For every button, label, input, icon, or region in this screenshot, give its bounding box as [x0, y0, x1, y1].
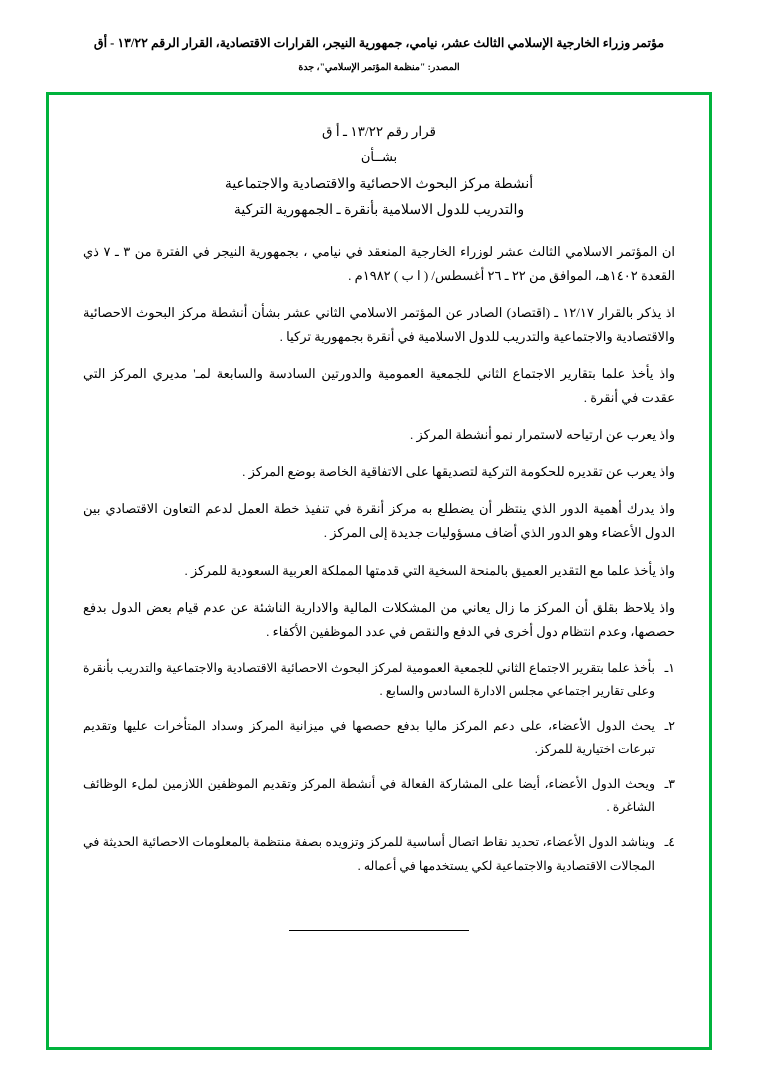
numbered-item	[83, 831, 675, 877]
numbered-item-text: يحث الدول الأعضاء، على دعم المركز ماليا بدفع حصصها في ميزانية المركز وسداد المتأخرات عليها وتقديم تبرعات اختيارية للمركز.	[83, 718, 655, 757]
numbered-item-text: ويحث الدول الأعضاء، أيضا على المشاركة الفعالة في أنشطة المركز وتقديم الموظفين اللازمين لملء الوظائف الشاغرة .	[83, 777, 655, 815]
paragraph: واذ يعرب عن ارتياحه لاستمرار نمو أنشطة المركز .	[409, 427, 675, 443]
numbered-item-marker: ٢ـ	[664, 718, 675, 733]
document-body	[49, 95, 709, 956]
footer-rule-container	[83, 918, 675, 936]
numbered-item-marker: ٤ـ	[664, 835, 675, 850]
header-title: مؤتمر وزراء الخارجية الإسلامي الثالث عشر، نيامي، جمهورية النيجر، القرارات الاقتصادية، القرار الرقم ١٣/٢٢ - أق	[93, 36, 665, 50]
resolution-subject	[83, 173, 675, 223]
paragraph: واذ يأخذ علما مع التقدير العميق بالمنحة السخية التي قدمتها المملكة العربية السعودية للمركز .	[184, 562, 675, 578]
numbered-item-text: بأخذ علما بتقرير الاجتماع الثاني للجمعية العمومية لمركز البحوث الاحصائية الاقتصادية والاجتماعية والتدريب بأنقرة وعلى تقارير اجتماعي مجلس الادارة السادس والسابع .	[83, 660, 655, 698]
header-source: المصدر: "منظمة المؤتمر الإسلامي"، جدة	[298, 62, 460, 73]
green-border-frame	[46, 92, 712, 1050]
page-header	[0, 0, 758, 73]
horizontal-rule	[289, 930, 469, 931]
paragraph: واذ يلاحظ بقلق أن المركز ما زال يعاني من المشكلات المالية والادارية الناشئة عن عدم قيام بعض الدول بدفع حصصها، وعدم انتظام دول أخرى في الدفع والنقص في عدد الموظفين الأكفاء .	[83, 599, 675, 639]
numbered-item	[83, 715, 675, 761]
paragraph: اذ يذكر بالقرار ١٢/١٧ ـ (اقتصاد) الصادر عن المؤتمر الاسلامي الثاني عشر بشأن أنشطة مركز البحوث الاحصائية والاقتصادية والاجتماعية والتدريب للدول الاسلامية في أنقرة بجمهورية تركيا .	[83, 305, 675, 345]
numbered-item	[83, 773, 675, 819]
paragraph: واذ يعرب عن تقديره للحكومة التركية لتصديقها على الاتفاقية الخاصة بوضع المركز .	[242, 464, 675, 480]
resolution-concerning-label: بشــأن	[360, 148, 398, 164]
numbered-item-marker: ١ـ	[664, 660, 675, 675]
resolution-subject-line-2: والتدريب للدول الاسلامية بأنقرة ـ الجمهورية التركية	[233, 202, 525, 218]
numbered-item-marker: ٣ـ	[664, 777, 675, 792]
resolution-number: قرار رقم ١٣/٢٢ ـ أ ق	[322, 124, 436, 139]
numbered-item-text: ويناشد الدول الأعضاء، تحديد نقاط اتصال أساسية للمركز وتزويده بصفة منتظمة بالمعلومات الاحصائية الحديثة في المجالات الاقتصادية والاجتماعية لكي يستخدمها في أعماله .	[83, 835, 655, 873]
numbered-item	[83, 657, 675, 703]
paragraph: واذ يأخذ علما بتقارير الاجتماع الثاني للجمعية العمومية والدورتين السادسة والسابعة لمـ' مديري المركز التي عقدت في أنقرة .	[83, 366, 676, 406]
paragraph: ان المؤتمر الاسلامي الثالث عشر لوزراء الخارجية المنعقد في نيامي ، بجمهورية النيجر في الفترة من ٣ ـ ٧ ذي القعدة ١٤٠٢هـ، الموافق من ٢٢ ـ ٢٦ أغسطس/ ( ا ب ) ١٩٨٢م .	[83, 244, 676, 284]
resolution-subject-line-1: أنشطة مركز البحوث الاحصائية والاقتصادية والاجتماعية	[224, 177, 534, 193]
paragraph: واذ يدرك أهمية الدور الذي ينتظر أن يضطلع به مركز أنقرة في تنفيذ خطة العمل لدعم التعاون الاقتصادي بين الدول الأعضاء وهو الدور الذي أضاف مسؤوليات جديدة إلى المركز .	[83, 501, 675, 541]
